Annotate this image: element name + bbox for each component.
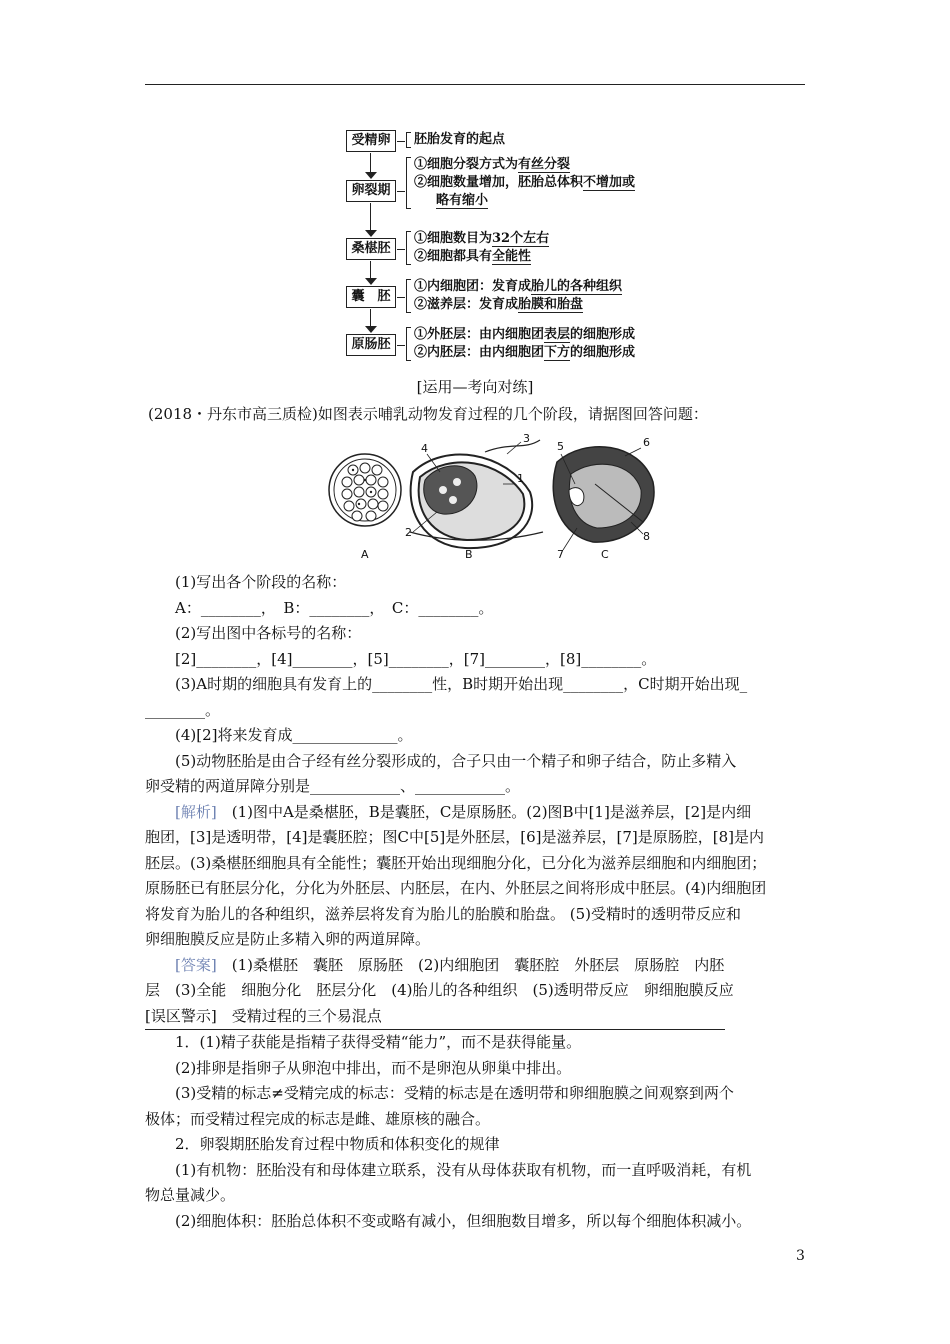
question-body (145, 570, 809, 1234)
text-line: ________。 (145, 700, 221, 719)
stage-box: 受精卵 (346, 130, 396, 152)
page-number: 3 (796, 1248, 805, 1264)
panel-label-c: C (601, 548, 609, 561)
text-line: (1)写出各个阶段的名称： (175, 573, 347, 591)
stage-link (397, 141, 405, 142)
stage-note: ①内细胞团：发育成胎儿的各种组织 (414, 279, 623, 294)
note-bracket (406, 157, 411, 209)
label-2: 2 (405, 526, 412, 539)
text-line: [2]________，[4]________，[5]________，[7]________，[8]________。 (175, 649, 657, 668)
text-line: 极体；而受精过程完成的标志是雌、雄原核的融合。 (145, 1109, 491, 1128)
stage-box: 原肠胚 (346, 334, 396, 356)
text-line: (3)A时期的细胞具有发育上的________性，B时期开始出现________，C时期开始出现_ (175, 675, 748, 693)
stage-note: ①细胞数目为32个左右 (414, 231, 550, 246)
text-line: (2)细胞体积：胚胎总体积不变或略有减小，但细胞数目增多，所以每个细胞体积减小。 (175, 1211, 752, 1230)
text-line: 物总量减少。 (145, 1186, 236, 1204)
stage-note: ②滋养层：发育成胎膜和胎盘 (414, 297, 584, 312)
note-bracket (406, 279, 411, 313)
text-line: 原肠胚已有胚层分化，分化为外胚层、内胚层，在内、外胚层之间将形成中胚层。(4)内细胞团 (145, 879, 767, 897)
label-4: 4 (421, 442, 428, 455)
text-line: (2)排卵是指卵子从卵泡中排出，而不是卵泡从卵巢中排出。 (175, 1058, 572, 1077)
section-tag: [答案] (175, 955, 217, 974)
stage-link (397, 191, 405, 192)
label-1: 1 (517, 472, 524, 485)
label-6: 6 (643, 436, 650, 449)
stage-note: 略有缩小 (436, 193, 489, 208)
text-line: (5)动物胚胎是由合子经有丝分裂形成的，合子只由一个精子和卵子结合，防止多精入 (175, 751, 737, 770)
label-7: 7 (557, 548, 564, 561)
text-line: 2．卵裂期胚胎发育过程中物质和体积变化的规律 (175, 1135, 500, 1153)
stage-link (397, 297, 405, 298)
flow-arrow-icon (365, 230, 377, 237)
text-line: 层 (3)全能 细胞分化 胚层分化 (4)胎儿的各种组织 (5)透明带反应 卵细胞膜反应 (145, 981, 734, 999)
text-line: 卵受精的两道屏障分别是____________、____________。 (145, 777, 521, 795)
stage-link (397, 249, 405, 250)
text-line: A：________， B：________， C：________。 (175, 598, 494, 617)
stage-note: 胚胎发育的起点 (414, 132, 506, 147)
text-line: (2)写出图中各标号的名称： (175, 624, 362, 642)
text-line: (3)受精的标志≠受精完成的标志：受精的标志是在透明带和卵细胞膜之间观察到两个 (175, 1084, 734, 1102)
development-flowchart (340, 126, 660, 366)
text-line: (4)[2]将来发育成______________。 (175, 726, 413, 744)
stage-box: 桑椹胚 (346, 238, 396, 260)
section-title: [运用—考向对练] (416, 378, 534, 396)
flow-arrow-icon (365, 278, 377, 285)
blastocyst-drawing (410, 440, 543, 548)
stage-note: ②细胞都具有全能性 (414, 249, 532, 264)
flow-connector (370, 261, 371, 279)
note-bracket (406, 231, 411, 265)
text-line: [答案] (1)桑椹胚 囊胚 原肠胚 (2)内细胞团 囊胚腔 外胚层 原肠腔 内胚 (175, 955, 725, 974)
panel-label-b: B (465, 548, 473, 561)
header-rule (145, 84, 805, 85)
flow-connector (370, 203, 371, 231)
text-line: 卵细胞膜反应是防止多精入卵的两道屏障。 (145, 930, 431, 948)
flow-arrow-icon (365, 172, 377, 179)
label-5: 5 (557, 440, 564, 453)
note-bracket (406, 132, 411, 148)
stage-box: 卵裂期 (346, 180, 396, 202)
text-line: [误区警示] 受精过程的三个易混点 (145, 1004, 809, 1031)
text-line: (1)有机物：胚胎没有和母体建立联系，没有从母体获取有机物，而一直呼吸消耗，有机 (175, 1160, 752, 1179)
flow-arrow-icon (365, 326, 377, 333)
question-intro: (2018・丹东市高三质检)如图表示哺乳动物发育过程的几个阶段，请据图回答问题： (148, 405, 708, 423)
stage-note: ②细胞数量增加，胚胎总体积不增加或 (414, 175, 636, 190)
stage-note: ①细胞分裂方式为有丝分裂 (414, 157, 571, 172)
text-line: 1．(1)精子获能是指精子获得受精“能力”，而不是获得能量。 (175, 1033, 582, 1051)
stage-note: ①外胚层：由内细胞团表层的细胞形成 (414, 327, 636, 342)
text-line: 将发育为胎儿的各种组织，滋养层将发育为胎儿的胎膜和胎盘。 (5)受精时的透明带反应和 (145, 904, 742, 923)
text-line: 胞团，[3]是透明带，[4]是囊胚腔；图C中[5]是外胚层，[6]是滋养层，[7]是原肠腔，[8]是内 (145, 828, 764, 846)
label-3: 3 (523, 432, 530, 445)
morula-drawing (329, 454, 401, 526)
embryo-drawings (325, 432, 665, 562)
flow-connector (370, 153, 371, 173)
text-line: [解析] (1)图中A是桑椹胚，B是囊胚，C是原肠胚。(2)图B中[1]是滋养层，[2]是内细 (175, 802, 752, 821)
text-line: 胚层。(3)桑椹胚细胞具有全能性；囊胚开始出现细胞分化，已分化为滋养层细胞和内细胞团； (145, 853, 767, 872)
note-bracket (406, 327, 411, 361)
flow-connector (370, 309, 371, 327)
stage-box: 囊 胚 (346, 286, 396, 308)
embryo-figure (325, 432, 665, 562)
stage-link (397, 345, 405, 346)
stage-note: ②内胚层：由内细胞团下方的细胞形成 (414, 345, 636, 360)
panel-label-a: A (361, 548, 369, 561)
label-8: 8 (643, 530, 650, 543)
gastrula-drawing (553, 447, 654, 542)
section-tag: [解析] (175, 802, 217, 821)
